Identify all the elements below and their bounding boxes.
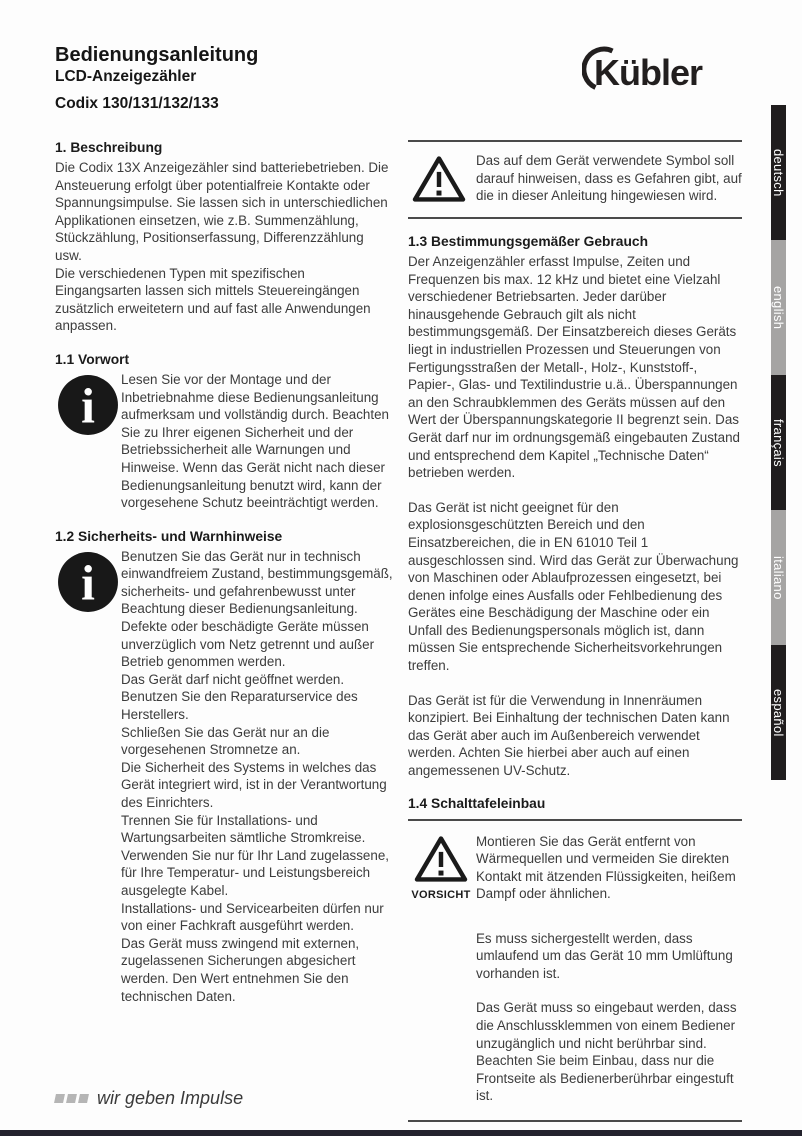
safety-note <box>55 548 393 1005</box>
safety-item: Trennen Sie für Installations- und Wartungsarbeiten sämtliche Stromkreise. <box>121 812 366 846</box>
caution-label: VORSICHT <box>411 888 471 901</box>
section-1-paragraph: Die verschiedenen Typen mit spezifischen Eingangsarten lassen sich mittels Steuereingängen zusätzlich erweitetern und auf fast alle Anwendungen anpassen. <box>55 265 371 334</box>
page-bottom-edge <box>0 1130 802 1136</box>
info-icon <box>57 551 119 618</box>
svg-text:i: i <box>81 555 95 611</box>
safety-instructions-list <box>121 548 393 1005</box>
safety-item: Defekte oder beschädigte Geräte müssen unverzüglich vom Netz getrennt und außer Betrieb genommen werden. <box>121 619 375 670</box>
svg-text:i: i <box>81 378 95 434</box>
brand-squares-icon <box>54 1094 89 1103</box>
section-1-4-heading: 1.4 Schalttafeleinbau <box>408 795 546 811</box>
page-title: Bedienungsanleitung <box>55 44 259 66</box>
svg-text:Kübler: Kübler <box>594 52 703 93</box>
section-1-4-paragraph: Es muss sichergestellt werden, dass umlaufend um das Gerät 10 mm Umlüftung vorhanden ist. <box>476 930 733 981</box>
safety-item: Verwenden Sie nur für Ihr Land zugelassene, für Ihre Temperatur- und Leistungsbereich ausgelegte Kabel. <box>121 847 389 898</box>
info-icon <box>57 374 119 441</box>
symbol-note-text: Das auf dem Gerät verwendete Symbol soll darauf hinweisen, dass es Gefahren gibt, auf die in dieser Anleitung hingewiesen wird. <box>476 153 742 204</box>
safety-item: Das Gerät darf nicht geöffnet werden. <box>121 671 345 687</box>
kubler-logo-icon <box>582 44 742 94</box>
left-column <box>55 139 393 1005</box>
safety-item: Installations- und Servicearbeiten dürfen nur von einer Fachkraft ausgeführt werden. <box>121 900 384 934</box>
kubler-logo <box>582 44 742 94</box>
section-1-3-heading: 1.3 Bestimmungsgemäßer Gebrauch <box>408 234 648 249</box>
divider <box>408 217 742 219</box>
language-tab-italiano: italiano <box>771 510 786 645</box>
language-tab-francais: français <box>771 375 786 510</box>
safety-item: Das Gerät muss zwingend mit externen, zugelassenen Sicherungen abgesichert werden. Den Wert entnehmen Sie den technischen Daten. <box>121 935 360 1004</box>
caution-text: Montieren Sie das Gerät entfernt von Wärmequellen und vermeiden Sie direkten Kontakt mit ätzenden Flüssigkeiten, heißem Dampf oder ähnlichen. <box>476 833 736 902</box>
language-tab-english: english <box>771 240 786 375</box>
section-1-2-heading: 1.2 Sicherheits- und Warnhinweise <box>55 528 283 544</box>
divider <box>408 140 742 142</box>
section-1-3-paragraph: Das Gerät ist nicht geeignet für den explosionsgeschützten Bereich und den Einsatzbereichen, die in EN 61010 Teil 1 ausgeschlossen sind. Wird das Gerät zur Überwachung von Maschinen oder Ablaufprozessen eingesetzt, bei denen infolge eines Ausfalls oder Fehlbedienung des Gerätes eine Beschädigung der Maschine oder ein Unfall des Bedienungspersonals möglich ist, dann müssen Sie entsprechende Sicherheitsvorkehrungen treffen. <box>408 499 739 674</box>
caution-note <box>408 833 742 913</box>
model-number: Codix 130/131/132/133 <box>55 95 219 112</box>
vorwort-text: Lesen Sie vor der Montage und der Inbetriebnahme diese Bedienungsanleitung aufmerksam und vollständig durch. Beachten Sie zu Ihrer eigenen Sicherheit und der Betriebssicherheit alle Warnungen und Hinweise. Wenn das Gerät nicht nach dieser Bedienungsanleitung benutzt wird, kann der vorgesehene Schutz beeinträchtigt werden. <box>121 371 389 511</box>
warning-triangle-icon <box>412 155 466 208</box>
section-1-paragraph: Die Codix 13X Anzeigezähler sind batteriebetrieben. Die Ansteuerung erfolgt über potentialfreie Kontakte oder Spannungsimpulse. Sie lassen sich in unterschiedlichen Applikationen einsetzen, wie z.B. Summenzählung, Stückzählung, Positionserfassung, Differenzzählung usw. <box>55 160 389 263</box>
symbol-note <box>408 152 742 206</box>
language-tab-deutsch: deutsch <box>771 105 786 240</box>
brand-slogan: wir geben Impulse <box>97 1088 244 1108</box>
section-1-3-paragraph: Das Gerät ist für die Verwendung in Innenräumen konzipiert. Bei Einhaltung der technischen Daten kann das Gerät aber auch im Außenbereich verwendet werden. Achten Sie hierbei aber auch auf einen angemessenen UV-Schutz. <box>408 692 730 779</box>
divider <box>408 1120 742 1122</box>
vorwort-note <box>55 371 393 512</box>
page-subtitle: LCD-Anzeigezähler <box>55 68 197 85</box>
safety-item: Schließen Sie das Gerät nur an die vorgesehenen Stromnetze an. <box>121 724 330 758</box>
section-1-heading: 1. Beschreibung <box>55 140 163 155</box>
language-tab-sidebar <box>771 105 802 780</box>
document-header <box>55 44 258 113</box>
footer <box>55 1088 243 1109</box>
language-tab-espanol: español <box>771 645 786 780</box>
divider <box>408 819 742 821</box>
safety-item: Benutzen Sie den Reparaturservice des Herstellers. <box>121 689 358 723</box>
right-column <box>408 140 742 1122</box>
section-1-1-heading: 1.1 Vorwort <box>55 351 130 367</box>
safety-item: Benutzen Sie das Gerät nur in technisch einwandfreiem Zustand, bestimmungsgemäß, sicherheits- und gefahrenbewusst unter Beachtung dieser Bedienungsanleitung. <box>121 548 393 617</box>
section-1-4-paragraph: Das Gerät muss so eingebaut werden, dass die Anschlussklemmen von einem Bediener unzugänglich und nicht berührbar sind. Beachten Sie beim Einbau, dass nur die Frontseite als Bedienerberührbar eingestuft ist. <box>476 1000 737 1104</box>
section-1-3-paragraph: Der Anzeigenzähler erfasst Impulse, Zeiten und Frequenzen bis max. 12 kHz und bietet eine Vielzahl verschiedener Betriebsarten. Jeder darüber hinausgehende Gebrauch gilt als nicht bestimmungsgemäß. Der Einsatzbereich dieses Geräts liegt in industriellen Prozessen und Steuerungen von Fertigungsstraßen der Metall-, Holz-, Kunststoff-, Papier-, Glas- und Textilindustrie u.ä.. Überspannungen an den Schraubklemmen des Geräts müssen auf den Wert der Überspannungskategorie II begrenzt sein. Das Gerät darf nur im ordnungsgemäß eingebauten Zustand und entsprechend dem Kapitel „Technische Daten“ betrieben werden. <box>408 254 740 481</box>
safety-item: Die Sicherheit des Systems in welches das Gerät integriert wird, ist in der Verantwortung des Einrichters. <box>121 759 387 810</box>
warning-triangle-icon <box>410 835 472 901</box>
